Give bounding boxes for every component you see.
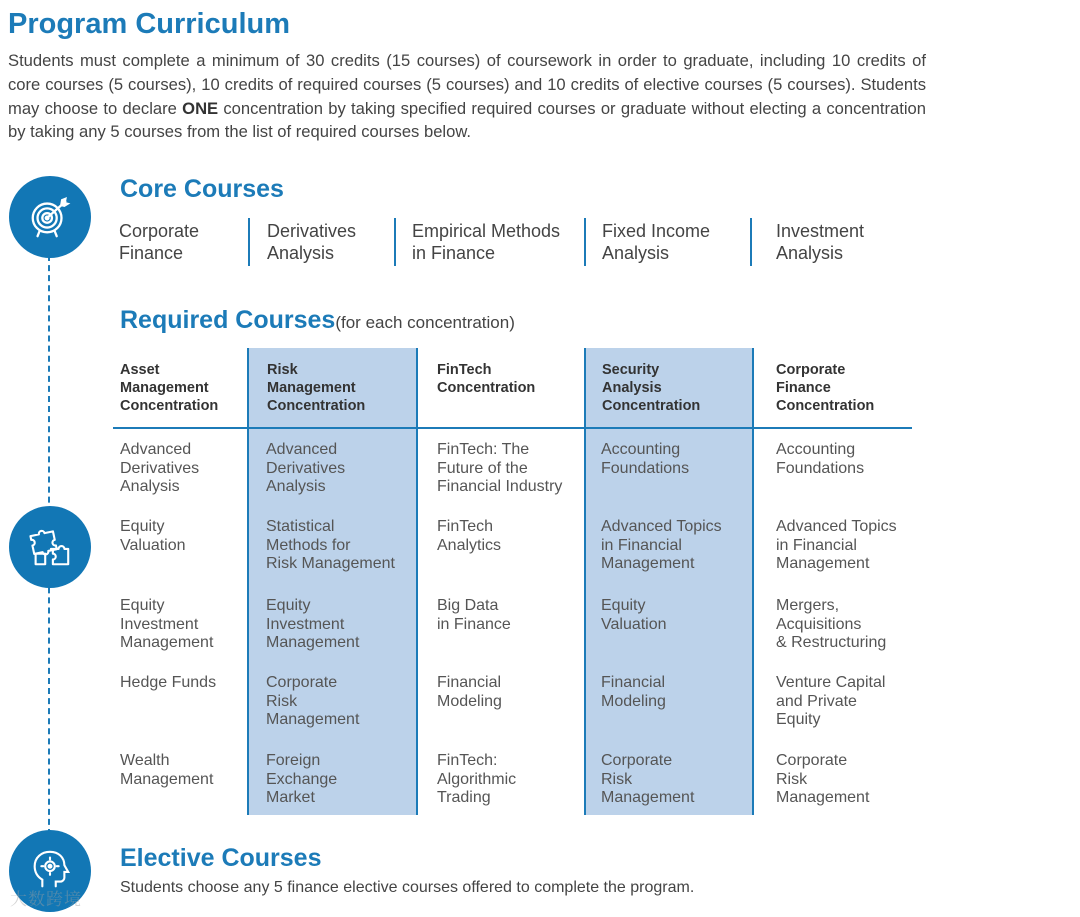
core-course: Derivatives Analysis — [267, 221, 357, 263]
puzzle-icon — [9, 506, 91, 588]
course-cell: Corporate Risk Management — [601, 752, 695, 806]
core-divider — [584, 218, 586, 266]
course-cell: Advanced Derivatives Analysis — [120, 441, 200, 495]
target-icon — [9, 176, 91, 258]
core-divider — [750, 218, 752, 266]
column-divider — [247, 348, 249, 815]
course-cell: Mergers, Acquisitions & Restructuring — [776, 597, 887, 651]
course-cell: Accounting Foundations — [776, 441, 865, 477]
course-cell: Equity Valuation — [120, 518, 186, 554]
page-title: Program Curriculum — [8, 8, 290, 40]
course-cell: Wealth Management — [120, 752, 214, 788]
security-column-highlight — [585, 348, 752, 815]
course-cell: Equity Valuation — [601, 597, 667, 633]
core-course: Empirical Methods in Finance — [412, 221, 561, 263]
course-cell: Accounting Foundations — [601, 441, 690, 477]
elective-courses-title: Elective Courses — [120, 844, 322, 872]
course-cell: Financial Modeling — [437, 674, 502, 710]
core-divider — [394, 218, 396, 266]
course-cell: Equity Investment Management — [120, 597, 214, 651]
course-cell: Advanced Topics in Financial Management — [776, 518, 897, 572]
watermark: 大数跨境 — [10, 890, 82, 909]
required-subtitle: (for each concentration) — [335, 313, 515, 332]
column-header-security-analysis: Security Analysis Concentration — [602, 362, 701, 415]
risk-column-highlight — [248, 348, 416, 815]
column-header-fintech: FinTech Concentration — [437, 362, 536, 397]
course-cell: Venture Capital and Private Equity — [776, 674, 886, 728]
course-cell: FinTech: Algorithmic Trading — [437, 752, 517, 806]
course-cell: Corporate Risk Management — [776, 752, 870, 806]
column-header-asset-management: Asset Management Concentration — [120, 362, 219, 415]
intro-text: Students must complete a minimum of 30 credits (15 courses) of coursework in order to graduate, including 10 credits of core courses (5 courses), 10 credits of required courses (5 courses) and 10 credits of elective courses (5 courses). Students may choose to declare — [8, 51, 926, 118]
intro-text-end: concentration by taking specified required courses or graduate without electing a concentration by taking any 5 courses from the list of required courses below. — [8, 98, 927, 142]
course-cell: Big Data in Finance — [437, 597, 511, 633]
column-header-corporate-finance: Corporate Finance Concentration — [776, 362, 875, 415]
course-cell: Advanced Topics in Financial Management — [601, 518, 722, 572]
column-divider — [752, 348, 754, 815]
elective-description: Students choose any 5 finance elective courses offered to complete the program. — [120, 879, 695, 896]
column-divider — [416, 348, 418, 815]
column-header-risk-management: Risk Management Concentration — [267, 362, 366, 415]
core-course: Fixed Income Analysis — [602, 221, 711, 263]
core-divider — [248, 218, 250, 266]
course-cell: Financial Modeling — [601, 674, 666, 710]
core-course: Corporate Finance — [119, 221, 200, 263]
course-cell: Advanced Derivatives Analysis — [266, 441, 346, 495]
course-cell: Foreign Exchange Market — [266, 752, 338, 806]
core-course: Investment Analysis — [776, 221, 865, 263]
course-cell: Equity Investment Management — [266, 597, 360, 651]
intro-paragraph — [8, 49, 926, 144]
header-divider — [113, 427, 912, 429]
course-cell: Corporate Risk Management — [266, 674, 360, 728]
course-cell: FinTech Analytics — [437, 518, 502, 554]
course-cell: Hedge Funds — [120, 674, 217, 691]
course-cell: Statistical Methods for Risk Management — [266, 518, 395, 572]
intro-bold: ONE — [182, 98, 219, 118]
required-courses-title — [120, 306, 515, 335]
column-divider — [584, 348, 586, 815]
required-title-text: Required Courses — [120, 306, 336, 334]
core-courses-title: Core Courses — [120, 175, 284, 203]
course-cell: FinTech: The Future of the Financial Industry — [437, 441, 563, 495]
